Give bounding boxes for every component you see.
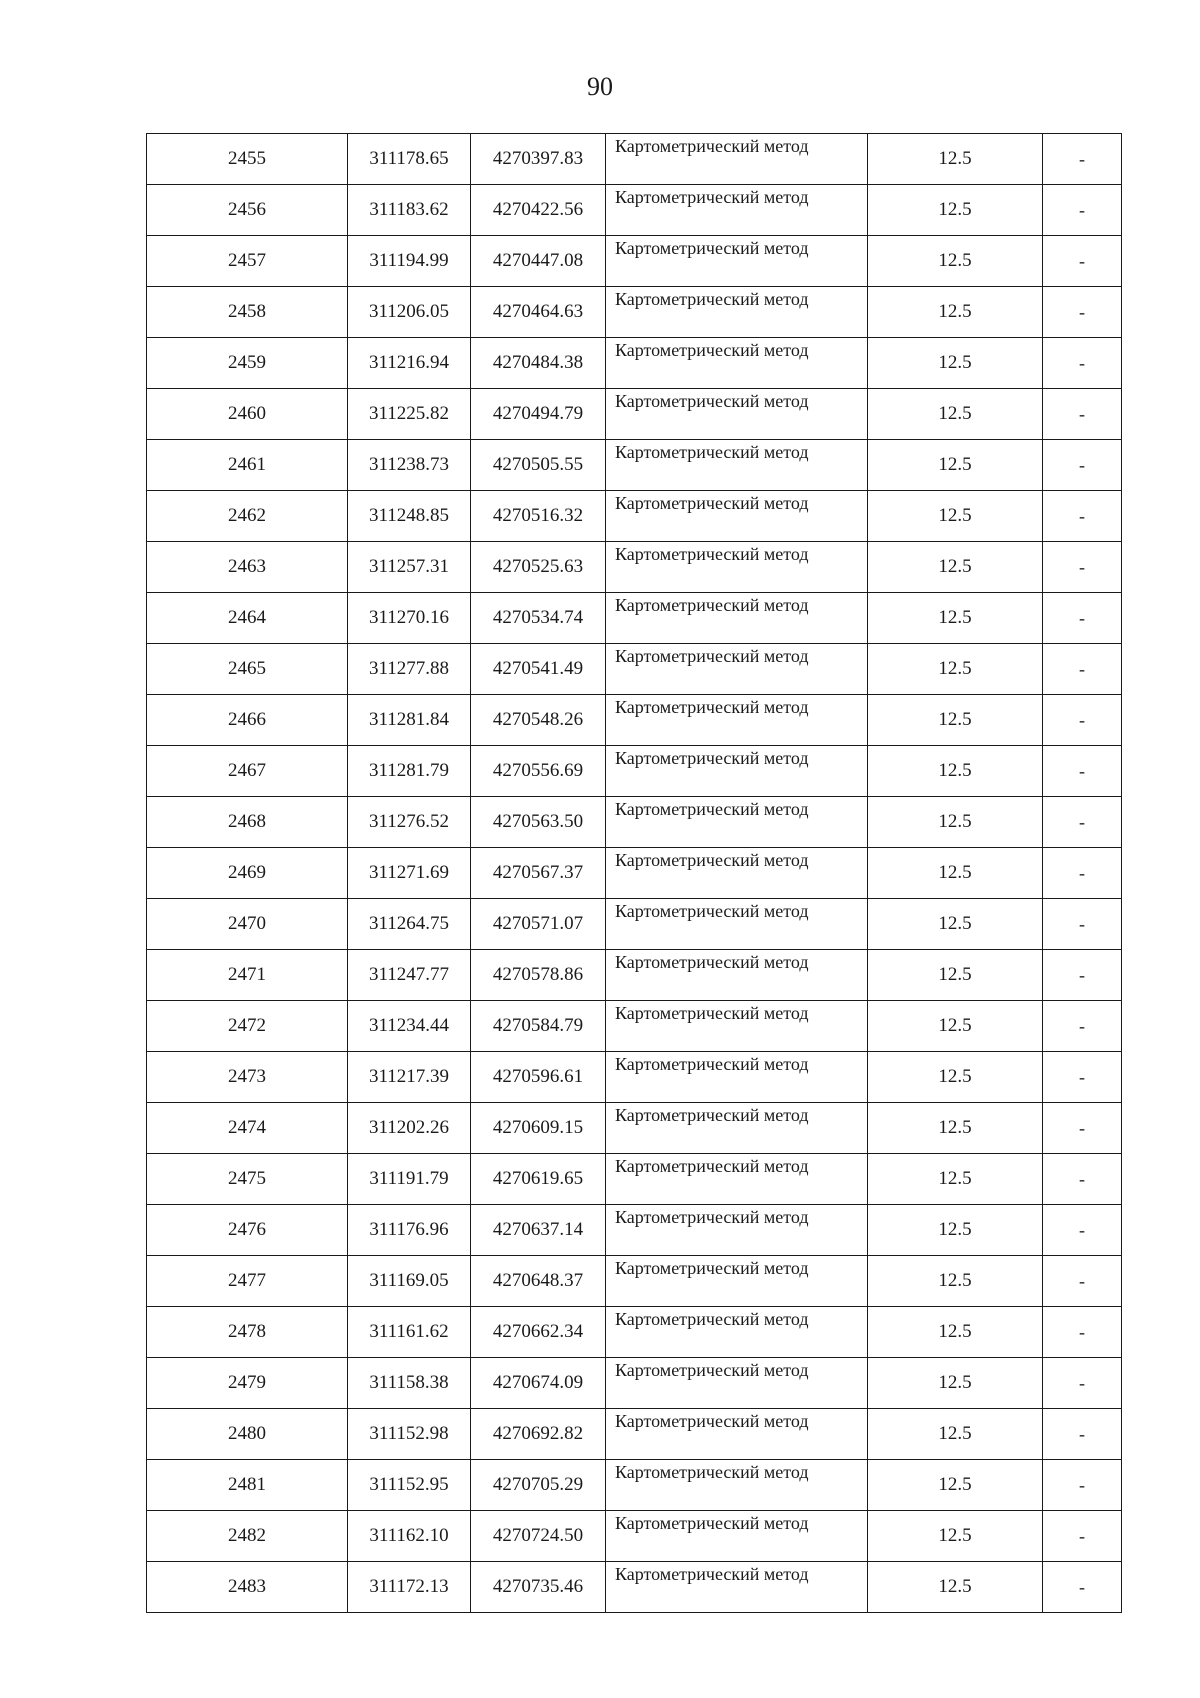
accuracy-cell: 12.5 [868,1358,1043,1409]
y-coordinate-cell: 4270735.46 [471,1562,606,1613]
method-cell: Картометрический метод [606,1511,868,1562]
point-number-cell: 2474 [147,1103,348,1154]
note-cell: - [1043,440,1122,491]
method-cell: Картометрический метод [606,746,868,797]
point-number-cell: 2458 [147,287,348,338]
table-row [147,1154,1122,1205]
x-coordinate-cell: 311281.79 [348,746,471,797]
y-coordinate-cell: 4270609.15 [471,1103,606,1154]
accuracy-cell: 12.5 [868,1409,1043,1460]
x-coordinate-cell: 311238.73 [348,440,471,491]
method-cell: Картометрический метод [606,1562,868,1613]
note-cell: - [1043,848,1122,899]
table-row [147,1256,1122,1307]
method-cell: Картометрический метод [606,1052,868,1103]
method-cell: Картометрический метод [606,1103,868,1154]
x-coordinate-cell: 311152.98 [348,1409,471,1460]
point-number-cell: 2466 [147,695,348,746]
x-coordinate-cell: 311202.26 [348,1103,471,1154]
x-coordinate-cell: 311257.31 [348,542,471,593]
x-coordinate-cell: 311270.16 [348,593,471,644]
x-coordinate-cell: 311158.38 [348,1358,471,1409]
y-coordinate-cell: 4270397.83 [471,134,606,185]
note-cell: - [1043,1460,1122,1511]
y-coordinate-cell: 4270619.65 [471,1154,606,1205]
accuracy-cell: 12.5 [868,1154,1043,1205]
table-row [147,338,1122,389]
note-cell: - [1043,134,1122,185]
note-cell: - [1043,1154,1122,1205]
accuracy-cell: 12.5 [868,1001,1043,1052]
y-coordinate-cell: 4270422.56 [471,185,606,236]
accuracy-cell: 12.5 [868,746,1043,797]
point-number-cell: 2456 [147,185,348,236]
method-cell: Картометрический метод [606,848,868,899]
note-cell: - [1043,1001,1122,1052]
y-coordinate-cell: 4270447.08 [471,236,606,287]
table-row [147,440,1122,491]
y-coordinate-cell: 4270578.86 [471,950,606,1001]
y-coordinate-cell: 4270674.09 [471,1358,606,1409]
point-number-cell: 2457 [147,236,348,287]
point-number-cell: 2461 [147,440,348,491]
method-cell: Картометрический метод [606,440,868,491]
method-cell: Картометрический метод [606,1205,868,1256]
accuracy-cell: 12.5 [868,185,1043,236]
accuracy-cell: 12.5 [868,1205,1043,1256]
table-row [147,287,1122,338]
y-coordinate-cell: 4270556.69 [471,746,606,797]
note-cell: - [1043,1358,1122,1409]
point-number-cell: 2463 [147,542,348,593]
table-row [147,746,1122,797]
accuracy-cell: 12.5 [868,1052,1043,1103]
table-row [147,950,1122,1001]
x-coordinate-cell: 311172.13 [348,1562,471,1613]
x-coordinate-cell: 311276.52 [348,797,471,848]
accuracy-cell: 12.5 [868,1562,1043,1613]
method-cell: Картометрический метод [606,797,868,848]
note-cell: - [1043,1052,1122,1103]
y-coordinate-cell: 4270484.38 [471,338,606,389]
point-number-cell: 2470 [147,899,348,950]
point-number-cell: 2459 [147,338,348,389]
table-row [147,1460,1122,1511]
note-cell: - [1043,797,1122,848]
point-number-cell: 2471 [147,950,348,1001]
point-number-cell: 2480 [147,1409,348,1460]
x-coordinate-cell: 311176.96 [348,1205,471,1256]
y-coordinate-cell: 4270637.14 [471,1205,606,1256]
y-coordinate-cell: 4270541.49 [471,644,606,695]
x-coordinate-cell: 311194.99 [348,236,471,287]
method-cell: Картометрический метод [606,185,868,236]
y-coordinate-cell: 4270567.37 [471,848,606,899]
table-row [147,542,1122,593]
table-row [147,1409,1122,1460]
accuracy-cell: 12.5 [868,491,1043,542]
point-number-cell: 2478 [147,1307,348,1358]
x-coordinate-cell: 311264.75 [348,899,471,950]
x-coordinate-cell: 311271.69 [348,848,471,899]
note-cell: - [1043,491,1122,542]
point-number-cell: 2477 [147,1256,348,1307]
x-coordinate-cell: 311152.95 [348,1460,471,1511]
table-row [147,1511,1122,1562]
x-coordinate-cell: 311247.77 [348,950,471,1001]
table-row [147,1562,1122,1613]
x-coordinate-cell: 311217.39 [348,1052,471,1103]
note-cell: - [1043,1256,1122,1307]
coordinates-table-body [147,134,1122,1613]
table-row [147,1103,1122,1154]
method-cell: Картометрический метод [606,542,868,593]
accuracy-cell: 12.5 [868,542,1043,593]
table-row [147,389,1122,440]
y-coordinate-cell: 4270596.61 [471,1052,606,1103]
note-cell: - [1043,950,1122,1001]
y-coordinate-cell: 4270563.50 [471,797,606,848]
note-cell: - [1043,695,1122,746]
y-coordinate-cell: 4270525.63 [471,542,606,593]
note-cell: - [1043,1511,1122,1562]
table-row [147,1205,1122,1256]
note-cell: - [1043,185,1122,236]
y-coordinate-cell: 4270571.07 [471,899,606,950]
method-cell: Картометрический метод [606,134,868,185]
note-cell: - [1043,1307,1122,1358]
x-coordinate-cell: 311234.44 [348,1001,471,1052]
y-coordinate-cell: 4270648.37 [471,1256,606,1307]
x-coordinate-cell: 311277.88 [348,644,471,695]
accuracy-cell: 12.5 [868,440,1043,491]
accuracy-cell: 12.5 [868,1460,1043,1511]
method-cell: Картометрический метод [606,338,868,389]
method-cell: Картометрический метод [606,899,868,950]
accuracy-cell: 12.5 [868,1511,1043,1562]
y-coordinate-cell: 4270516.32 [471,491,606,542]
point-number-cell: 2468 [147,797,348,848]
method-cell: Картометрический метод [606,593,868,644]
note-cell: - [1043,1409,1122,1460]
accuracy-cell: 12.5 [868,950,1043,1001]
accuracy-cell: 12.5 [868,338,1043,389]
point-number-cell: 2464 [147,593,348,644]
note-cell: - [1043,542,1122,593]
point-number-cell: 2481 [147,1460,348,1511]
method-cell: Картометрический метод [606,1307,868,1358]
note-cell: - [1043,1205,1122,1256]
method-cell: Картометрический метод [606,1154,868,1205]
accuracy-cell: 12.5 [868,644,1043,695]
table-row [147,134,1122,185]
table-row [147,695,1122,746]
accuracy-cell: 12.5 [868,287,1043,338]
method-cell: Картометрический метод [606,1409,868,1460]
accuracy-cell: 12.5 [868,695,1043,746]
y-coordinate-cell: 4270505.55 [471,440,606,491]
note-cell: - [1043,287,1122,338]
table-row [147,644,1122,695]
table-row [147,1358,1122,1409]
x-coordinate-cell: 311206.05 [348,287,471,338]
y-coordinate-cell: 4270692.82 [471,1409,606,1460]
point-number-cell: 2479 [147,1358,348,1409]
y-coordinate-cell: 4270534.74 [471,593,606,644]
point-number-cell: 2476 [147,1205,348,1256]
method-cell: Картометрический метод [606,695,868,746]
point-number-cell: 2469 [147,848,348,899]
point-number-cell: 2473 [147,1052,348,1103]
method-cell: Картометрический метод [606,287,868,338]
method-cell: Картометрический метод [606,950,868,1001]
page-number: 90 [587,72,613,101]
accuracy-cell: 12.5 [868,1256,1043,1307]
x-coordinate-cell: 311161.62 [348,1307,471,1358]
coordinates-table [146,133,1122,1613]
x-coordinate-cell: 311216.94 [348,338,471,389]
note-cell: - [1043,746,1122,797]
accuracy-cell: 12.5 [868,236,1043,287]
x-coordinate-cell: 311248.85 [348,491,471,542]
note-cell: - [1043,1103,1122,1154]
x-coordinate-cell: 311183.62 [348,185,471,236]
y-coordinate-cell: 4270662.34 [471,1307,606,1358]
table-row [147,1052,1122,1103]
point-number-cell: 2475 [147,1154,348,1205]
x-coordinate-cell: 311191.79 [348,1154,471,1205]
point-number-cell: 2460 [147,389,348,440]
y-coordinate-cell: 4270494.79 [471,389,606,440]
method-cell: Картометрический метод [606,491,868,542]
accuracy-cell: 12.5 [868,1307,1043,1358]
table-row [147,899,1122,950]
accuracy-cell: 12.5 [868,389,1043,440]
accuracy-cell: 12.5 [868,848,1043,899]
y-coordinate-cell: 4270548.26 [471,695,606,746]
table-row [147,1307,1122,1358]
point-number-cell: 2455 [147,134,348,185]
table-row [147,593,1122,644]
method-cell: Картометрический метод [606,1358,868,1409]
accuracy-cell: 12.5 [868,134,1043,185]
note-cell: - [1043,389,1122,440]
note-cell: - [1043,644,1122,695]
table-row [147,185,1122,236]
x-coordinate-cell: 311169.05 [348,1256,471,1307]
x-coordinate-cell: 311178.65 [348,134,471,185]
method-cell: Картометрический метод [606,1460,868,1511]
note-cell: - [1043,899,1122,950]
table-row [147,797,1122,848]
y-coordinate-cell: 4270464.63 [471,287,606,338]
note-cell: - [1043,338,1122,389]
point-number-cell: 2462 [147,491,348,542]
method-cell: Картометрический метод [606,1001,868,1052]
y-coordinate-cell: 4270584.79 [471,1001,606,1052]
accuracy-cell: 12.5 [868,1103,1043,1154]
point-number-cell: 2482 [147,1511,348,1562]
table-row [147,491,1122,542]
y-coordinate-cell: 4270724.50 [471,1511,606,1562]
x-coordinate-cell: 311281.84 [348,695,471,746]
table-row [147,236,1122,287]
accuracy-cell: 12.5 [868,593,1043,644]
table-row [147,1001,1122,1052]
y-coordinate-cell: 4270705.29 [471,1460,606,1511]
note-cell: - [1043,236,1122,287]
point-number-cell: 2472 [147,1001,348,1052]
point-number-cell: 2483 [147,1562,348,1613]
point-number-cell: 2467 [147,746,348,797]
accuracy-cell: 12.5 [868,899,1043,950]
table-row [147,848,1122,899]
accuracy-cell: 12.5 [868,797,1043,848]
method-cell: Картометрический метод [606,236,868,287]
note-cell: - [1043,1562,1122,1613]
method-cell: Картометрический метод [606,644,868,695]
point-number-cell: 2465 [147,644,348,695]
method-cell: Картометрический метод [606,389,868,440]
x-coordinate-cell: 311162.10 [348,1511,471,1562]
method-cell: Картометрический метод [606,1256,868,1307]
note-cell: - [1043,593,1122,644]
x-coordinate-cell: 311225.82 [348,389,471,440]
